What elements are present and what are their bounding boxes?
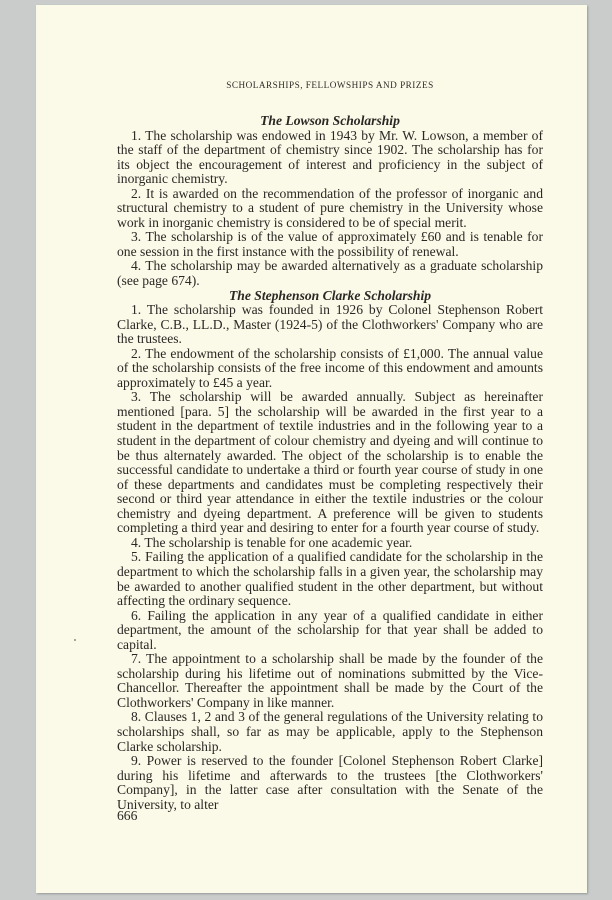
section-lowson-scholarship — [117, 114, 543, 289]
paragraph: 3. The scholarship will be awarded annually. Subject as hereinafter mentioned [para. 5] the scholarship will be awarded in the first year to a student in the department of textile industries and in the following year to a student in the department of colour chemistry and dyeing and will continue to be thus alternately awarded. The object of the scholarship is to enable the successful candidate to undertake a third or fourth year course of study in one of these departments and candidates must be completing respectively their second or third year attendance in either the textile industries or the colour chemistry and dyeing department. A preference will be given to students completing a third year and desiring to enter for a fourth year course of study. — [117, 389, 543, 536]
paragraph: 8. Clauses 1, 2 and 3 of the general regulations of the University relating to scholarships shall, so far as may be applicable, apply to the Stephenson Clarke scholarship. — [117, 709, 543, 754]
section-stephenson-clarke-scholarship — [117, 289, 543, 813]
paragraph: 5. Failing the application of a qualified candidate for the scholarship in the department to which the scholarship falls in a given year, the scholarship may be awarded to another qualified student in the other department, but without affecting the ordinary sequence. — [117, 549, 543, 609]
paragraph: 4. The scholarship may be awarded alternatively as a graduate scholarship (see page 674). — [117, 258, 543, 289]
paragraph: 1. The scholarship was endowed in 1943 by Mr. W. Lowson, a member of the staff of the department of chemistry since 1902. The scholarship has for its object the encouragement of interest and proficiency in the subject of inorganic chemistry. — [117, 127, 543, 187]
paragraph: 7. The appointment to a scholarship shall be made by the founder of the scholarship during his lifetime out of nominations submitted by the Vice-Chancellor. Thereafter the appointment shall be made by the Court of the Clothworkers' Company in like manner. — [117, 651, 543, 710]
paragraph: 2. It is awarded on the recommendation of the professor of inorganic and structural chemistry to a student of pure chemistry in the University whose work in inorganic chemistry is considered to be of special merit. — [117, 185, 543, 230]
section-title: The Lowson Scholarship — [260, 113, 400, 128]
section-title: The Stephenson Clarke Scholarship — [228, 287, 432, 303]
page-number: 666 — [117, 808, 138, 823]
paragraph: 6. Failing the application in any year of a qualified candidate in either department, the amount of the scholarship for that year shall be added to capital. — [117, 607, 543, 652]
paper-speck — [74, 639, 76, 641]
paragraph: 4. The scholarship is tenable for one academic year. — [131, 534, 413, 550]
paragraph: 1. The scholarship was founded in 1926 by Colonel Stephenson Robert Clarke, C.B., LL.D., Master (1924-5) of the Clothworkers' Company who are the trustees. — [117, 302, 543, 347]
paragraph: 2. The endowment of the scholarship consists of £1,000. The annual value of the scholarship consists of the free income of this endowment and amounts approximately to £45 a year. — [117, 345, 543, 390]
paragraph: 9. Power is reserved to the founder [Colonel Stephenson Robert Clarke] during his lifetime and afterwards to the trustees [the Clothworkers' Company], in the latter case after consultation with the Senate of the University, to alter — [117, 753, 543, 812]
running-head: SCHOLARSHIPS, FELLOWSHIPS AND PRIZES — [226, 80, 434, 90]
paragraph: 3. The scholarship is of the value of approximately £60 and is tenable for one session in the first instance with the possibility of renewal. — [117, 229, 543, 259]
body-text — [117, 114, 543, 812]
